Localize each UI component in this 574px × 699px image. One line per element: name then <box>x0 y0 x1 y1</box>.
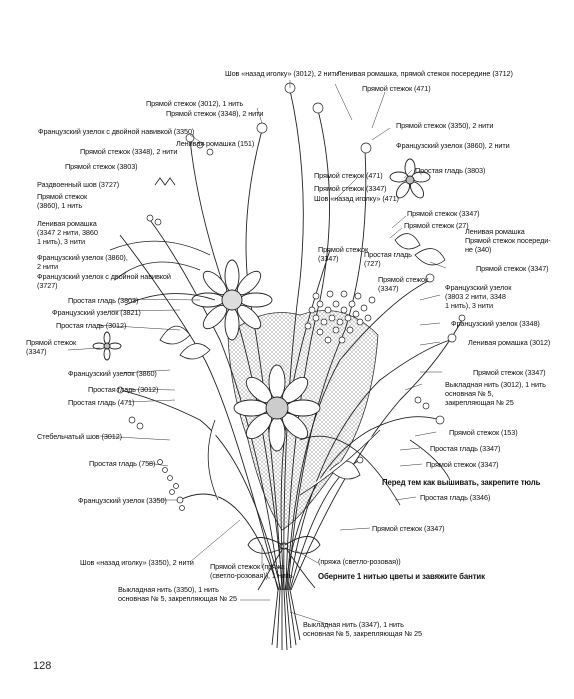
stitch-label: Выкладная нить (3350), 1 нить основная № 5, закрепляющая № 25 <box>118 585 237 603</box>
stitch-label: Французский узелок (3348) <box>451 319 540 328</box>
stitch-label: Простая гладь (3012) <box>88 385 159 394</box>
stitch-label: Простая гладь (727) <box>364 250 412 268</box>
stitch-label: (пряжа (светло-розовая)) <box>318 557 401 566</box>
wrap-note: Оберните 1 нитью цветы и завяжите бантик <box>318 572 485 581</box>
stitch-label: Прямой стежок (471) <box>362 84 431 93</box>
stitch-label: Прямой стежок (3347) <box>473 368 546 377</box>
stitch-label: Шов «назад иголку» (3012), 2 нити <box>225 69 339 78</box>
stitch-label: Прямой стежок (3347) <box>426 460 499 469</box>
stitch-label: Выкладная нить (3347), 1 нить основная № 5, закрепляющая № 25 <box>303 620 422 638</box>
stitch-label: Французский узелок (3803 2 нити, 3348 1 нить), 3 нити <box>445 283 512 310</box>
stitch-label: Простая гладь (3803) <box>68 296 139 305</box>
stitch-label: Простая гладь (3803) <box>415 166 486 175</box>
stitch-label: Простая гладь (3012) <box>56 321 127 330</box>
stitch-label: Прямой стежок (3347) <box>318 245 369 263</box>
stitch-label: Ленивая ромашка (3012) <box>468 338 551 347</box>
stitch-label: Стебельчатый шов (3012) <box>37 432 122 441</box>
stitch-label: Французский узелок (3350) <box>78 496 167 505</box>
tulle-wrap <box>228 311 378 531</box>
stitch-label: Прямой стежок (3347) <box>378 275 429 293</box>
stitch-label: Прямой стежок (3347) <box>372 524 445 533</box>
stitch-label: Прямой стежок (3347) <box>314 184 387 193</box>
stitch-label: Прямой стежок (3350), 2 нити <box>396 121 494 130</box>
stitch-label: Прямой стежок (3803) <box>65 162 138 171</box>
stitch-label: Прямой стежок (3347) <box>26 338 77 356</box>
stitch-label: Прямой стежок (3012), 1 нить <box>146 99 244 108</box>
stitch-label: Шов «назад иголку» (471) <box>314 194 399 203</box>
tulle-note: Перед тем как вышивать, закрепите тюль <box>382 478 541 487</box>
stitch-label: Прямой стежок (3860), 1 нить <box>37 192 88 210</box>
stitch-label: Простая гладь (3346) <box>420 493 491 502</box>
stitch-label: Французский узелок (3860) <box>68 369 157 378</box>
stitch-label: Французский узелок с двойной навивкой (3727) <box>37 272 171 290</box>
stitch-label: Ленивая ромашка Прямой стежок посереди- не (340) <box>465 227 551 254</box>
stitch-label: Прямой стежок (27) <box>404 221 469 230</box>
stitch-label: Прямой стежок (471) <box>314 171 383 180</box>
stitch-label: Ленивая ромашка (151) <box>176 139 255 148</box>
stitch-label: Прямой стежок (3347) <box>407 209 480 218</box>
stitch-label: Ленивая ромашка, прямой стежок посередине (3712) <box>337 69 513 78</box>
stitch-label: Простая гладь (471) <box>68 398 135 407</box>
stitch-label: Шов «назад иголку» (3350), 2 нити <box>80 558 194 567</box>
stitch-label: Прямой стежок (пряжа (светло-розовая)), 1 нить <box>210 562 293 580</box>
stitch-label: Французский узелок (3860), 2 нити <box>396 141 510 150</box>
stitch-label: Раздвоенный шов (3727) <box>37 180 120 189</box>
stitch-label: Выкладная нить (3012), 1 нить основная № 5, закрепляющая № 25 <box>445 380 546 407</box>
stitch-label: Прямой стежок (3347) <box>476 264 549 273</box>
page-number: 128 <box>33 660 52 672</box>
stitch-label: Ленивая ромашка (3347 2 нити, 3860 1 нить), 3 нити <box>37 219 98 246</box>
stitch-label: Французский узелок с двойной навивкой (3350) <box>38 127 195 136</box>
stitch-label: Простая гладь (3347) <box>430 444 501 453</box>
stitch-label: Французский узелок (3860), 2 нити <box>37 253 128 271</box>
stitch-label: Простая гладь (758) <box>89 459 156 468</box>
stitch-label: Прямой стежок (3348), 2 нити <box>80 147 178 156</box>
stitch-label: Французский узелок (3821) <box>52 308 141 317</box>
stitch-label: Прямой стежок (153) <box>449 428 518 437</box>
stitch-label: Прямой стежок (3348), 2 нити <box>166 109 264 118</box>
